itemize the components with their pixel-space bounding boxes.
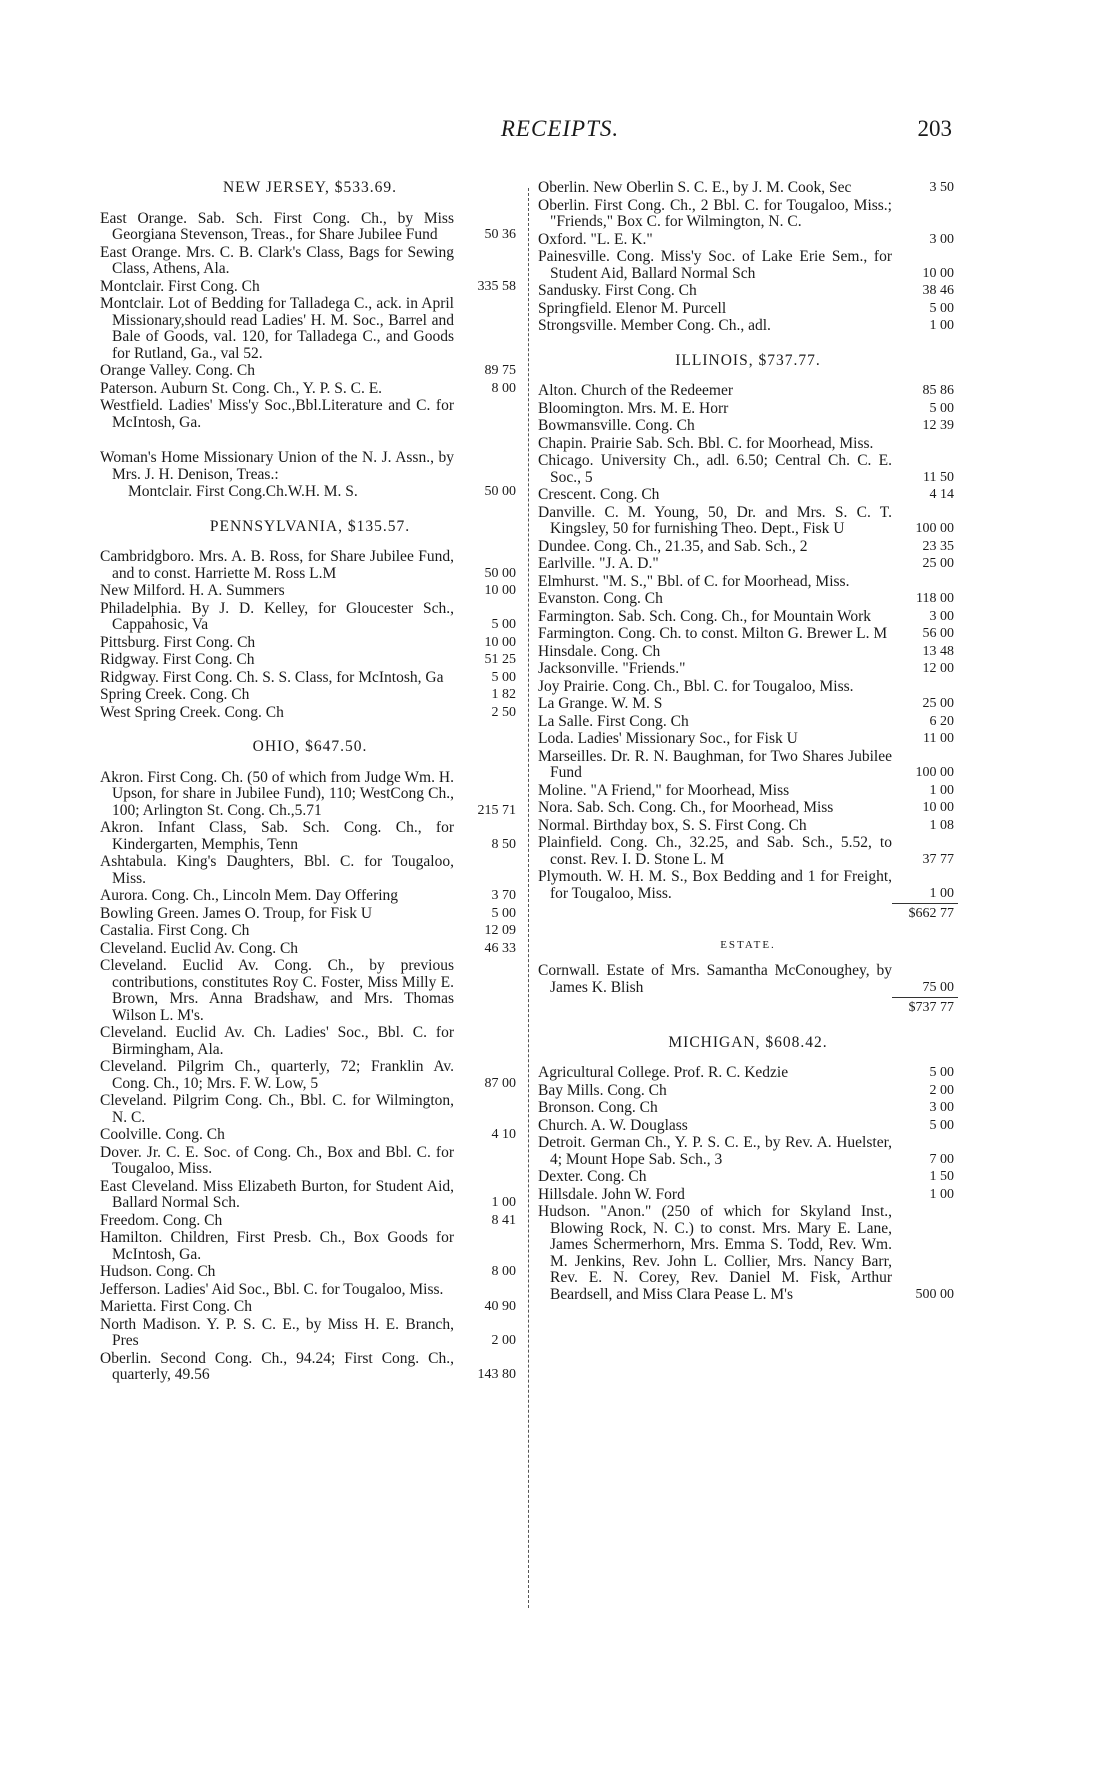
entry-amount: 37 77	[922, 851, 954, 867]
receipt-entry	[100, 381, 520, 398]
entry-text: Jacksonville. "Friends."	[538, 660, 686, 677]
entry-amount: 40 90	[484, 1299, 516, 1314]
receipt-entry	[100, 1351, 520, 1384]
entry-text: Chapin. Prairie Sab. Sch. Bbl. C. for Moorhead, Miss.	[538, 434, 874, 452]
receipt-entry	[538, 436, 958, 453]
entry-text: Oberlin. First Cong. Ch., 2 Bbl. C. for Tougaloo, Miss.; "Friends," Box C. for Wilmington, N. C.	[538, 196, 892, 230]
entry-text: Cambridgboro. Mrs. A. B. Ross, for Share Jubilee Fund, and to const. Harriette M. Ross L.M	[100, 548, 454, 582]
entry-text: Cornwall. Estate of Mrs. Samantha McConoughey, by James K. Blish	[538, 962, 892, 996]
receipt-entry	[538, 1135, 958, 1168]
entry-amount: 5 00	[929, 300, 954, 316]
receipt-entry	[100, 1299, 520, 1316]
section-title: OHIO, $647.50.	[252, 738, 368, 755]
receipt-entry	[538, 626, 958, 643]
entry-amount: 10 00	[484, 583, 516, 598]
entry-amount: 10 00	[922, 800, 954, 815]
entry-amount: 4 10	[491, 1127, 516, 1142]
entry-text: Danville. C. M. Young, 50, Dr. and Mrs. S. C. T. Kingsley, 50 for furnishing Theo. Dept., Fisk U	[538, 503, 892, 537]
entry-amount: 38 46	[922, 283, 954, 298]
entry-text: Joy Prairie. Cong. Ch., Bbl. C. for Tougaloo, Miss.	[538, 677, 854, 695]
entry-text: Jefferson. Ladies' Aid Soc., Bbl. C. for Tougaloo, Miss.	[100, 1280, 444, 1298]
entry-amount: 1 00	[929, 782, 954, 798]
entry-text: North Madison. Y. P. S. C. E., by Miss H. E. Branch, Pres	[100, 1315, 454, 1349]
receipt-entry	[538, 661, 958, 678]
entry-amount: 1 50	[929, 1169, 954, 1184]
receipt-entry	[538, 198, 958, 231]
entry-text: Strongsville. Member Cong. Ch., adl.	[538, 317, 771, 334]
entry-amount: 23 35	[922, 538, 954, 554]
receipt-entry	[100, 549, 520, 582]
subtotal-row	[538, 903, 958, 923]
receipt-entry	[538, 818, 958, 835]
spacer	[100, 432, 520, 450]
receipt-entry	[538, 249, 958, 282]
page-header	[0, 112, 1120, 152]
entry-text: East Orange. Sab. Sch. First Cong. Ch., by Miss Georgiana Stevenson, Treas., for Share Jubilee Fund	[100, 209, 454, 243]
receipt-entry	[100, 245, 520, 278]
receipt-entry	[100, 854, 520, 887]
entry-text: Cleveland. Euclid Av. Cong. Ch	[100, 939, 299, 957]
entry-amount: 500 00	[915, 1286, 954, 1302]
entry-text: Evanston. Cong. Ch	[538, 590, 663, 607]
entry-text: Agricultural College. Prof. R. C. Kedzie	[538, 1064, 789, 1081]
entry-text: Marseilles. Dr. R. N. Baughman, for Two Shares Jubilee Fund	[538, 747, 892, 781]
entry-amount: $662 77	[892, 903, 958, 923]
entry-text: Hudson. Cong. Ch	[100, 1263, 216, 1280]
entry-text: Orange Valley. Cong. Ch	[100, 362, 255, 379]
receipt-entry	[538, 696, 958, 713]
entry-amount: 2 00	[491, 1333, 516, 1348]
entry-amount: 10 00	[922, 265, 954, 281]
entry-text: Farmington. Cong. Ch. to const. Milton G. Brewer L. M	[538, 625, 888, 642]
entry-amount: 25 00	[922, 696, 954, 711]
entry-amount: 12 00	[922, 661, 954, 676]
entry-text: Plainfield. Cong. Ch., 32.25, and Sab. Sch., 5.52, to const. Rev. I. D. Stone L. M	[538, 834, 892, 868]
entry-text: Alton. Church of the Redeemer	[538, 382, 733, 399]
entry-text: Hillsdale. John W. Ford	[538, 1185, 685, 1203]
entry-amount: 2 00	[929, 1082, 954, 1098]
entry-amount: 8 50	[491, 836, 516, 852]
receipt-entry	[100, 705, 520, 722]
entry-amount: 1 00	[929, 318, 954, 333]
receipt-entry	[100, 1059, 520, 1092]
receipt-entry	[100, 770, 520, 820]
entry-amount: 50 36	[484, 227, 516, 242]
entry-amount: 50 00	[484, 484, 516, 499]
receipt-entry	[100, 1179, 520, 1212]
receipt-entry	[100, 670, 520, 687]
entry-amount: 5 00	[491, 617, 516, 632]
entry-amount: 5 00	[929, 1117, 954, 1133]
entry-text: Elmhurst. "M. S.," Bbl. of C. for Moorhead, Miss.	[538, 572, 850, 590]
entry-amount: 25 00	[922, 556, 954, 571]
receipt-entry	[100, 1145, 520, 1178]
page-number: 203	[917, 116, 952, 141]
entry-text: Paterson. Auburn St. Cong. Ch., Y. P. S. C. E.	[100, 379, 383, 397]
entry-text: Cleveland. Pilgrim Ch., quarterly, 72; Franklin Av. Cong. Ch., 10; Mrs. F. W. Low, 5	[100, 1058, 454, 1092]
entry-text: Coolville. Cong. Ch	[100, 1126, 225, 1143]
entry-amount: 143 80	[477, 1367, 516, 1382]
entry-text: Springfield. Elenor M. Purcell	[538, 299, 727, 317]
entry-amount: 5 00	[929, 400, 954, 416]
entry-text: Philadelphia. By J. D. Kelley, for Gloucester Sch., Cappahosic, Va	[100, 599, 454, 633]
receipt-entry	[100, 601, 520, 634]
receipt-entry	[100, 1230, 520, 1263]
entry-text: Ridgway. First Cong. Ch. S. S. Class, for McIntosh, Ga	[100, 668, 444, 686]
entry-amount: 1 00	[491, 1195, 516, 1210]
entry-amount: 3 50	[929, 180, 954, 195]
entry-text: Painesville. Cong. Miss'y Soc. of Lake Erie Sem., for Student Aid, Ballard Normal Sch	[538, 248, 892, 282]
entry-text: Hamilton. Children, First Presb. Ch., Box Goods for McIntosh, Ga.	[100, 1229, 454, 1263]
receipt-entry	[100, 652, 520, 669]
receipt-entry	[538, 714, 958, 731]
section-title: ILLINOIS, $737.77.	[675, 351, 821, 369]
entry-text: West Spring Creek. Cong. Ch	[100, 703, 284, 721]
entry-amount: 8 00	[491, 1264, 516, 1279]
receipt-entry	[100, 1025, 520, 1058]
receipt-entry	[538, 749, 958, 782]
receipt-entry	[538, 539, 958, 556]
receipt-entry	[538, 453, 958, 486]
entry-amount: 1 08	[929, 817, 954, 833]
entry-text: Akron. Infant Class, Sab. Sch. Cong. Ch., for Kindergarten, Memphis, Tenn	[100, 819, 454, 853]
entry-text: Cleveland. Euclid Av. Cong. Ch., by previous contributions, constitutes Roy C. Foster, Miss Milly E. Brown, Mrs. Anna Bradshaw, and Mrs. Thomas Wilson L. M's.	[100, 957, 454, 1024]
entry-amount: 8 41	[491, 1212, 516, 1228]
entry-text: Hudson. "Anon." (250 of which for Skyland Inst., Blowing Rock, N. C.) to const. Mrs. Mary E. Lane, James Schermerhorn, Mrs. Emma S. Todd, Rev. Wm. M. Jenkins, Rev. John L. Collier, Mrs. Nancy Barr, Rev. E. N. Corey, Rev. Daniel M. Fisk, Arthur Beardsell, and Miss Clara Pease L. M's	[538, 1203, 892, 1303]
entry-text: Nora. Sab. Sch. Cong. Ch., for Moorhead, Miss	[538, 799, 834, 816]
entry-amount: 1 82	[491, 687, 516, 702]
entry-amount: 8 00	[491, 380, 516, 396]
receipt-entry	[538, 180, 958, 197]
receipt-entry	[538, 835, 958, 868]
entry-text: Cleveland. Euclid Av. Ch. Ladies' Soc., Bbl. C. for Birmingham, Ala.	[100, 1024, 454, 1058]
entry-text: Bay Mills. Cong. Ch	[538, 1081, 667, 1099]
receipt-entry	[538, 1169, 958, 1186]
entry-text: East Orange. Mrs. C. B. Clark's Class, Bags for Sewing Class, Athens, Ala.	[100, 243, 454, 277]
entry-amount: 215 71	[477, 802, 516, 818]
receipt-entry	[538, 401, 958, 418]
receipt-entry	[538, 609, 958, 626]
receipt-entry	[100, 1213, 520, 1230]
entry-text: Montclair. Lot of Bedding for Talladega C., ack. in April Missionary,should read Ladies' H. M. Soc., Barrel and Bale of Goods, val. 120, for Talladega C., and Goods for Rutland, Ga., val 52.	[100, 295, 454, 362]
receipt-entry	[538, 1204, 958, 1303]
entry-amount: 3 00	[929, 1100, 954, 1115]
entry-amount: 1 00	[929, 885, 954, 901]
entry-text: Bowmansville. Cong. Ch	[538, 417, 695, 434]
receipt-entry	[100, 1264, 520, 1281]
entry-amount: 10 00	[484, 634, 516, 650]
entry-amount: 75 00	[922, 979, 954, 995]
receipt-entry	[100, 635, 520, 652]
receipt-entry	[100, 687, 520, 704]
entry-amount: 13 48	[922, 643, 954, 659]
entry-text: Montclair. First Cong.Ch.W.H. M. S.	[128, 483, 358, 500]
receipt-entry	[100, 941, 520, 958]
entry-text: Aurora. Cong. Ch., Lincoln Mem. Day Offering	[100, 887, 399, 904]
receipt-entry	[100, 1282, 520, 1299]
entry-text: Chicago. University Ch., adl. 6.50; Central Ch. C. E. Soc., 5	[538, 452, 892, 486]
entry-text: Dundee. Cong. Ch., 21.35, and Sab. Sch., 2	[538, 537, 808, 555]
entry-text: Earlville. "J. A. D."	[538, 555, 659, 572]
receipt-entry	[538, 800, 958, 817]
entry-text: Ridgway. First Cong. Ch	[100, 651, 255, 668]
receipt-entry	[100, 923, 520, 940]
entry-amount: 3 00	[929, 608, 954, 624]
receipt-entry	[100, 211, 520, 244]
entry-text: Freedom. Cong. Ch	[100, 1211, 223, 1229]
entry-amount: 51 25	[484, 652, 516, 667]
entry-amount: 3 70	[491, 888, 516, 903]
receipt-entry	[538, 1187, 958, 1204]
entry-text: Woman's Home Missionary Union of the N. J. Assn., by Mrs. J. H. Denison, Treas.:	[100, 449, 454, 483]
entry-text: La Salle. First Cong. Ch	[538, 712, 689, 730]
entry-text: Moline. "A Friend," for Moorhead, Miss	[538, 781, 790, 799]
entry-text: Dexter. Cong. Ch	[538, 1168, 647, 1185]
receipt-entry	[100, 296, 520, 362]
receipt-entry	[538, 301, 958, 318]
receipt-entry	[538, 556, 958, 573]
entry-text: Marietta. First Cong. Ch	[100, 1298, 252, 1315]
receipt-entry	[100, 906, 520, 923]
entry-amount: 5 00	[491, 905, 516, 921]
entry-amount: 11 00	[923, 731, 954, 746]
receipt-entry	[100, 1317, 520, 1350]
entry-amount: $737 77	[892, 997, 958, 1017]
entry-text: Cleveland. Pilgrim Cong. Ch., Bbl. C. for Wilmington, N. C.	[100, 1092, 454, 1126]
receipt-entry	[100, 484, 520, 501]
entry-amount: 100 00	[915, 765, 954, 780]
entry-amount: 5 00	[491, 669, 516, 685]
column-divider	[528, 188, 529, 1608]
entry-text: New Milford. H. A. Summers	[100, 582, 285, 599]
section-title: MICHIGAN, $608.42.	[668, 1033, 828, 1051]
entry-text: Bronson. Cong. Ch	[538, 1099, 658, 1116]
receipt-entry	[100, 279, 520, 296]
entry-text: Akron. First Cong. Ch. (50 of which from Judge Wm. H. Upson, for share in Jubilee Fund), 110; WestCong Ch., 100; Arlington St. Cong. Ch.,5.71	[100, 768, 454, 819]
entry-amount: 6 20	[929, 713, 954, 729]
running-title: RECEIPTS.	[500, 116, 620, 141]
entry-text: Bloomington. Mrs. M. E. Horr	[538, 399, 729, 417]
entry-text: Dover. Jr. C. E. Soc. of Cong. Ch., Box and Bbl. C. for Tougaloo, Miss.	[100, 1143, 454, 1177]
receipt-entry	[538, 1100, 958, 1117]
receipt-entry	[538, 418, 958, 435]
subtotal-row	[538, 997, 958, 1017]
section-title: PENNSYLVANIA, $135.57.	[209, 517, 411, 535]
entry-amount: 50 00	[484, 565, 516, 581]
receipt-entry	[100, 1127, 520, 1144]
entry-text: Montclair. First Cong. Ch	[100, 277, 260, 295]
receipt-entry	[538, 1118, 958, 1135]
receipt-entry	[538, 591, 958, 608]
receipt-entry	[538, 505, 958, 538]
receipt-entry	[100, 363, 520, 380]
entry-amount: 5 00	[929, 1065, 954, 1080]
entry-text: Crescent. Cong. Ch	[538, 486, 660, 503]
entry-text: Church. A. W. Douglass	[538, 1116, 688, 1134]
entry-amount: 1 00	[929, 1186, 954, 1202]
entry-text: Castalia. First Cong. Ch	[100, 922, 250, 939]
entry-text: Spring Creek. Cong. Ch	[100, 686, 250, 703]
entry-text: Loda. Ladies' Missionary Soc., for Fisk U	[538, 730, 798, 747]
subsection-title: ESTATE.	[720, 938, 776, 951]
receipt-entry	[100, 583, 520, 600]
entry-text: Normal. Birthday box, S. S. First Cong. Ch	[538, 816, 807, 834]
entry-text: Detroit. German Ch., Y. P. S. C. E., by Rev. A. Huelster, 4; Mount Hope Sab. Sch., 3	[538, 1134, 892, 1168]
entry-amount: 46 33	[484, 940, 516, 956]
entry-amount: 12 39	[922, 418, 954, 433]
receipt-entry	[538, 1083, 958, 1100]
receipt-entry	[538, 1065, 958, 1082]
receipt-entry	[538, 869, 958, 902]
receipt-entry	[538, 679, 958, 696]
entry-text: Ashtabula. King's Daughters, Bbl. C. for Tougaloo, Miss.	[100, 853, 454, 887]
receipt-entry	[100, 888, 520, 905]
receipt-entry	[538, 731, 958, 748]
entry-text: Pittsburg. First Cong. Ch	[100, 633, 256, 651]
receipt-entry	[538, 383, 958, 400]
receipt-entry	[538, 283, 958, 300]
entry-text: Farmington. Sab. Sch. Cong. Ch., for Mountain Work	[538, 607, 872, 625]
entry-amount: 12 09	[484, 923, 516, 938]
entry-amount: 87 00	[484, 1075, 516, 1091]
entry-amount: 7 00	[929, 1151, 954, 1167]
receipt-entry	[538, 644, 958, 661]
entry-text: Bowling Green. James O. Troup, for Fisk U	[100, 904, 373, 922]
entry-amount: 89 75	[484, 363, 516, 378]
entry-amount: 3 00	[929, 231, 954, 247]
entry-text: Oxford. "L. E. K."	[538, 230, 653, 248]
receipt-entry	[538, 574, 958, 591]
right-column	[538, 180, 958, 1304]
entry-amount: 11 50	[923, 469, 954, 485]
receipt-entry	[538, 318, 958, 335]
entry-text: Plymouth. W. H. M. S., Box Bedding and 1 for Freight, for Tougaloo, Miss.	[538, 868, 892, 902]
receipt-entry	[538, 783, 958, 800]
entry-amount: 4 14	[929, 487, 954, 502]
entry-amount: 2 50	[491, 704, 516, 720]
receipt-entry	[100, 398, 520, 431]
receipt-entry	[100, 820, 520, 853]
receipt-entry	[100, 1093, 520, 1126]
entry-text: East Cleveland. Miss Elizabeth Burton, for Student Aid, Ballard Normal Sch.	[100, 1177, 454, 1211]
entry-amount: 118 00	[916, 591, 954, 606]
receipt-entry	[538, 963, 958, 996]
receipt-entry	[538, 487, 958, 504]
entry-text: Oberlin. Second Cong. Ch., 94.24; First Cong. Ch., quarterly, 49.56	[100, 1349, 454, 1383]
entry-text: Hinsdale. Cong. Ch	[538, 642, 661, 660]
receipt-entry	[100, 450, 520, 483]
receipt-entry	[538, 232, 958, 249]
entry-text: Oberlin. New Oberlin S. C. E., by J. M. Cook, Sec	[538, 179, 852, 196]
entry-text: La Grange. W. M. S	[538, 695, 663, 712]
section-title: NEW JERSEY, $533.69.	[222, 179, 397, 196]
entry-text: Westfield. Ladies' Miss'y Soc.,Bbl.Literature and C. for McIntosh, Ga.	[100, 397, 454, 431]
entry-amount: 85 86	[922, 383, 954, 398]
receipt-entry	[100, 958, 520, 1024]
entry-text: Sandusky. First Cong. Ch	[538, 282, 697, 299]
entry-amount: 56 00	[922, 626, 954, 641]
entry-amount: 335 58	[477, 278, 516, 294]
left-column	[100, 180, 520, 1385]
entry-amount: 100 00	[915, 521, 954, 536]
